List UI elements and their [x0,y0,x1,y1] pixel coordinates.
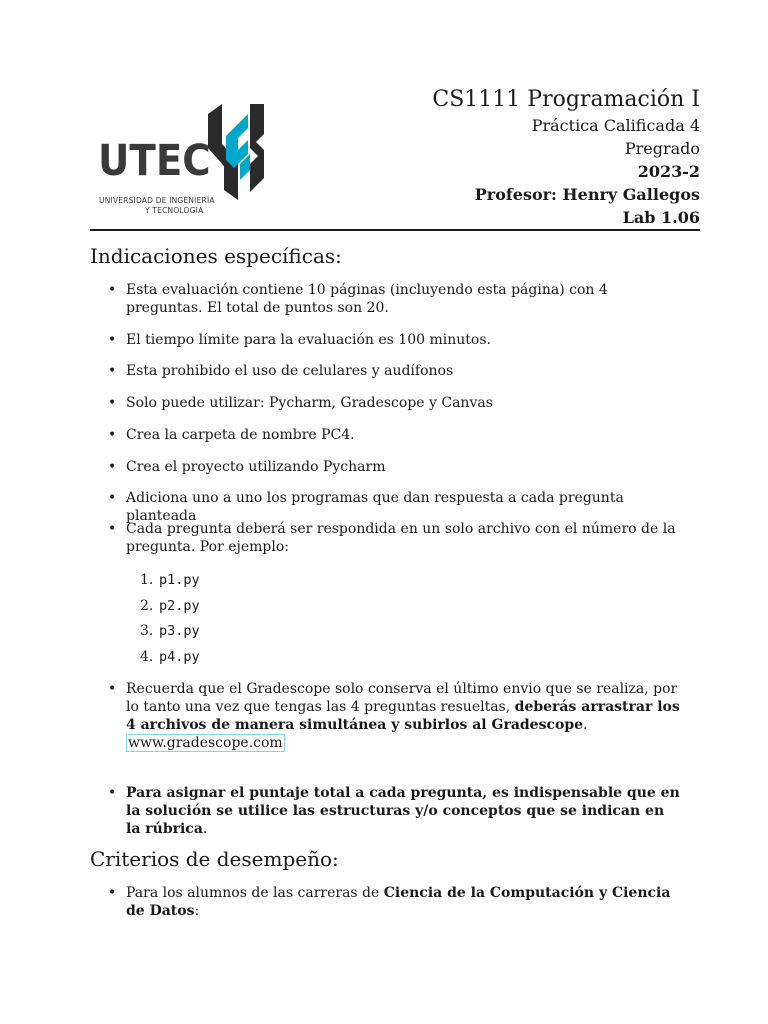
section-title-indicaciones: Indicaciones específicas: [90,244,342,268]
term: 2023-2 [637,162,700,181]
list-item: • Crea la carpeta de nombre PC4. [108,427,355,443]
criterios-item: • Para los alumnos de las carreras de Ciencia de la Computación y Ciencia de Datos: [108,885,671,919]
logo-wordmark: UTEC [98,136,211,186]
list-item: • Cada pregunta deberá ser respondida en un solo archivo con el número de la pregunta. Por ejemplo: [108,521,676,555]
gradescope-item: • Recuerda que el Gradescope solo conserva el último envio que se realiza, por lo tanto una vez que tengas las 4 preguntas resueltas, deberás arrastrar los 4 archivos de manera simultánea y subirlos al Gradescope. www.gradescope.com [108,681,680,751]
list-item: • El tiempo límite para la evaluación es 100 minutos. [108,332,491,348]
list-item: • Crea el proyecto utilizando Pycharm [108,459,386,475]
exam-name: Práctica Calificada 4 [531,116,700,135]
puntaje-item: • Para asignar el puntaje total a cada pregunta, es indispensable que en la solución se utilice las estructuras y/o conceptos que se indican en la rúbrica. [108,785,680,837]
file-item: 4. p4.py [140,649,200,665]
list-item: • Esta prohibido el uso de celulares y audífonos [108,363,454,379]
logo-subtitle-1: UNIVERSIDAD DE INGENIERÍA [99,196,215,205]
level: Pregrado [624,139,700,158]
logo-subtitle-2: Y TECNOLOGÍA [145,206,204,215]
list-item: • Solo puede utilizar: Pycharm, Gradescope y Canvas [108,395,493,411]
file-item: 1. p1.py [140,572,200,588]
utec-emblem-icon [208,104,264,200]
file-item: 2. p2.py [140,598,200,614]
gradescope-link[interactable]: www.gradescope.com [128,735,283,751]
section-title-criterios: Criterios de desempeño: [90,847,339,871]
course-title: CS1111 Programación I [432,87,700,112]
list-item: • Adiciona uno a uno los programas que dan respuesta a cada pregunta planteada [108,490,624,524]
utec-logo [98,100,268,218]
exam-header [432,86,700,229]
file-item: 3. p3.py [140,623,200,639]
header-divider [90,229,700,231]
professor: Profesor: Henry Gallegos [474,185,700,204]
list-item: • Esta evaluación contiene 10 páginas (incluyendo esta página) con 4 preguntas. El total de puntos son 20. [108,282,608,316]
lab: Lab 1.06 [622,208,700,227]
